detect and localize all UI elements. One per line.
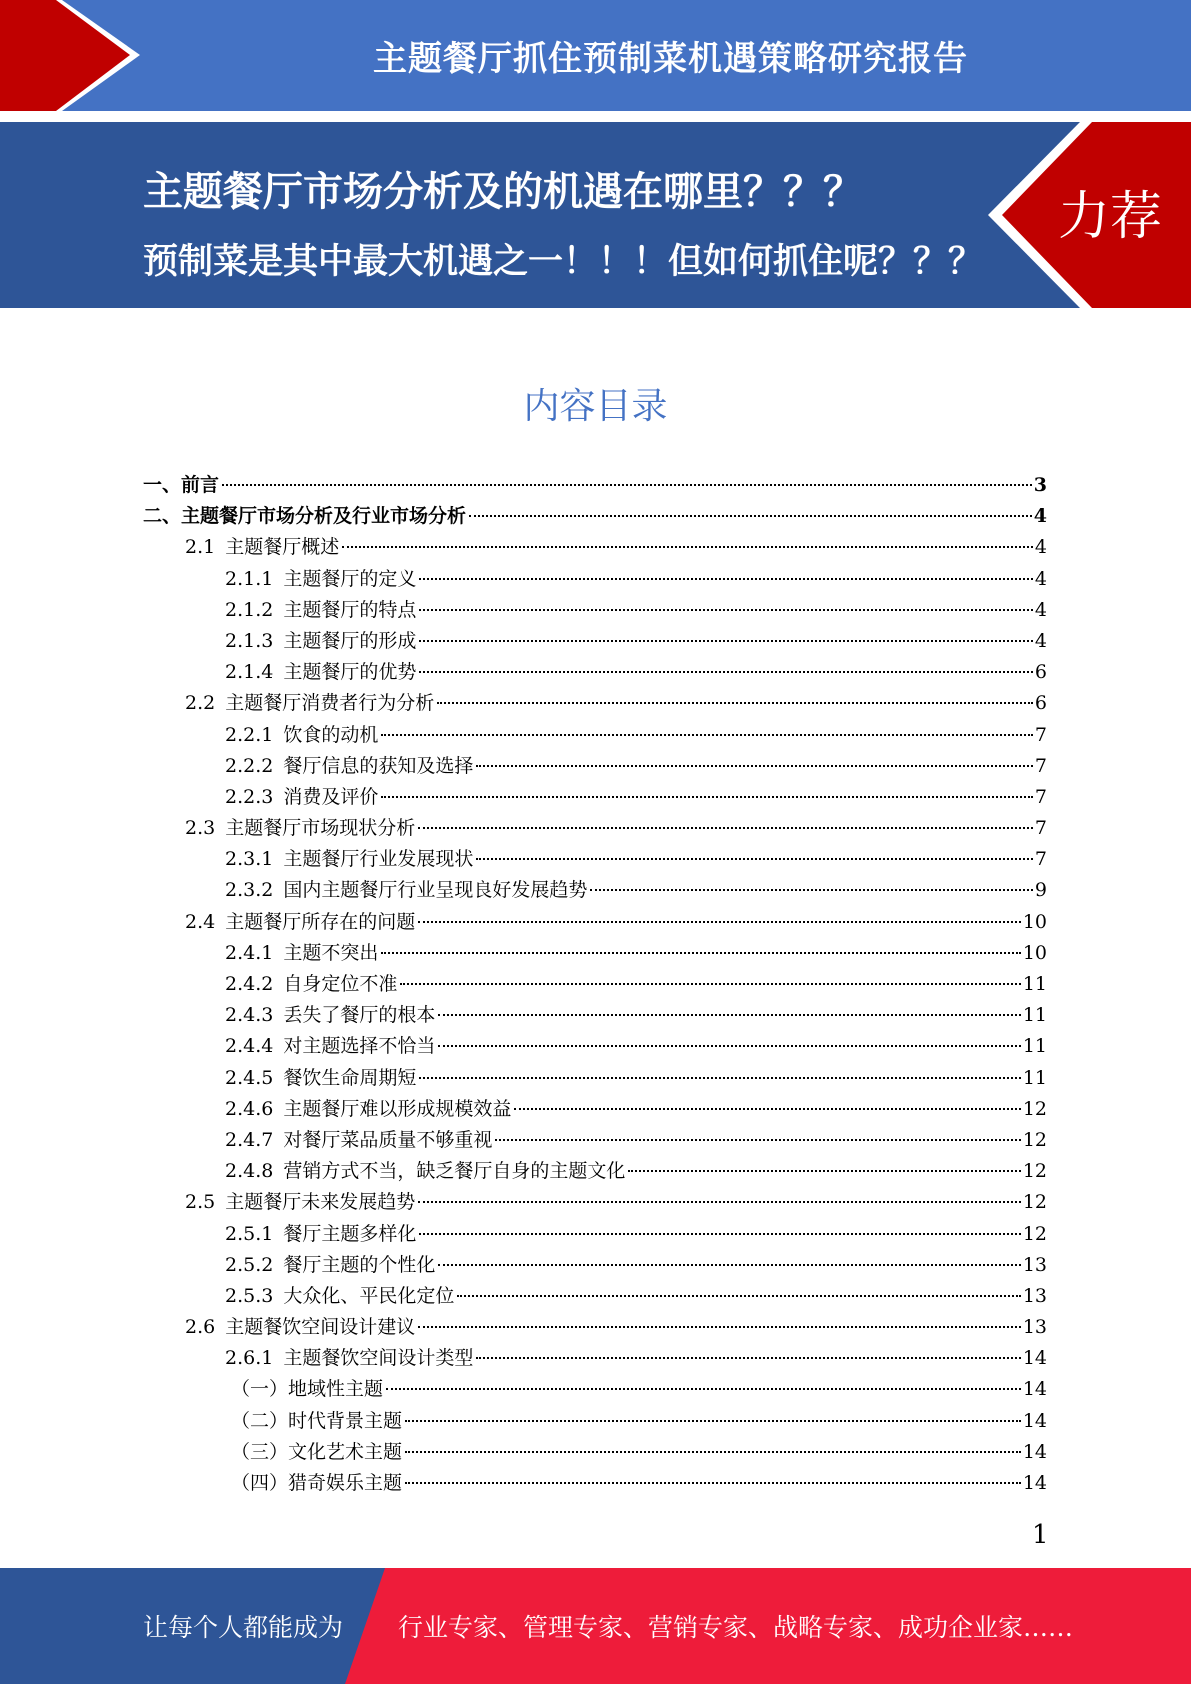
toc-leader-dots [419, 1077, 1020, 1079]
toc-entry[interactable] [143, 720, 1047, 751]
toc-page: 11 [1022, 1004, 1047, 1027]
toc-number: 2.3.2 [225, 879, 274, 902]
toc-entry[interactable] [143, 1437, 1047, 1468]
footer-banner [0, 1568, 1191, 1684]
toc-title: 自身定位不准 [283, 973, 398, 995]
toc-entry[interactable] [143, 626, 1047, 657]
recommend-badge: 力荐 [1058, 187, 1163, 247]
toc-leader-dots [419, 640, 1033, 642]
toc-leader-dots [438, 1014, 1020, 1016]
toc-title: 主题餐厅难以形成规模效益 [283, 1097, 512, 1120]
toc-page: 14 [1022, 1378, 1047, 1401]
top-banner [0, 0, 1191, 111]
toc-entry[interactable] [143, 532, 1047, 563]
toc-title: 主题餐厅的特点 [283, 598, 417, 621]
toc-number: 2.6 [185, 1316, 216, 1339]
toc-number: 2.4 [185, 910, 216, 933]
toc-title: 主题餐厅所存在的问题 [225, 910, 416, 933]
toc-leader-dots [419, 578, 1033, 580]
toc-leader-dots [405, 1451, 1021, 1453]
toc-leader-dots [457, 1295, 1020, 1297]
toc-entry[interactable] [143, 1125, 1047, 1156]
toc-leader-dots [476, 765, 1033, 767]
toc-entry[interactable] [143, 595, 1047, 626]
toc-leader-dots [381, 734, 1033, 736]
toc-page: 10 [1022, 941, 1047, 964]
toc-leader-dots [418, 921, 1021, 923]
toc-leader-dots [418, 1201, 1021, 1203]
toc-title: 主题餐饮空间设计建议 [225, 1316, 416, 1339]
toc-page: 11 [1022, 1035, 1047, 1058]
toc-title: 主题不突出 [283, 941, 379, 964]
toc-entry[interactable] [143, 938, 1047, 969]
toc-leader-dots [381, 952, 1020, 954]
toc-page: 12 [1022, 1222, 1047, 1245]
toc-number: 2.1.4 [225, 661, 274, 684]
toc-title: 对餐厅菜品质量不够重视 [283, 1128, 493, 1151]
toc-page: 7 [1034, 785, 1047, 808]
toc-number: 一、 [143, 474, 182, 496]
toc-number: 2.4.7 [225, 1128, 274, 1151]
toc-leader-dots [386, 1388, 1021, 1390]
toc-number: 2.2.1 [225, 723, 274, 746]
toc-number: 2.2.3 [225, 785, 274, 808]
toc-number: 二、 [143, 505, 182, 528]
toc-number: 2.5.2 [225, 1253, 274, 1276]
toc-title: 主题餐厅行业发展现状 [283, 848, 474, 871]
hero-banner [0, 122, 1191, 308]
toc-number: 2.4.1 [225, 941, 274, 964]
toc-entry[interactable] [143, 1250, 1047, 1281]
toc-leader-dots [419, 609, 1033, 611]
toc-entry[interactable] [143, 1063, 1047, 1094]
toc-leader-dots [437, 702, 1033, 704]
toc-page: 4 [1034, 536, 1047, 559]
toc-page: 7 [1034, 817, 1047, 840]
toc-entry[interactable] [143, 844, 1047, 875]
page-number: 1 [1032, 1520, 1049, 1550]
toc-title: （四）猎奇娱乐主题 [231, 1472, 403, 1494]
toc-page: 14 [1022, 1409, 1047, 1432]
toc-leader-dots [222, 484, 1032, 486]
toc-number: 2.4.4 [225, 1035, 274, 1058]
toc-title: （二）时代背景主题 [231, 1409, 403, 1432]
toc-leader-dots [514, 1108, 1020, 1110]
toc-leader-dots [438, 1264, 1020, 1266]
toc-number: 2.5.1 [225, 1222, 274, 1245]
toc-page: 12 [1022, 1128, 1047, 1151]
toc-number: 2.5 [185, 1191, 216, 1214]
toc-leader-dots [438, 1045, 1020, 1047]
table-of-contents [143, 470, 1047, 1499]
toc-page: 14 [1022, 1347, 1047, 1370]
toc-number: 2.2.2 [225, 754, 274, 777]
toc-entry[interactable] [143, 751, 1047, 782]
toc-leader-dots [400, 983, 1020, 985]
toc-title: 餐厅主题多样化 [283, 1222, 417, 1245]
red-chevron-decoration [0, 0, 160, 111]
toc-page: 6 [1034, 661, 1047, 684]
toc-title: 饮食的动机 [283, 723, 379, 746]
report-title: 主题餐厅抓住预制菜机遇策略研究报告 [373, 39, 968, 79]
toc-entry[interactable] [143, 1343, 1047, 1374]
toc-title: 餐厅主题的个性化 [283, 1253, 436, 1276]
toc-entry[interactable] [143, 1374, 1047, 1405]
toc-title: 国内主题餐厅行业呈现良好发展趋势 [283, 879, 588, 902]
toc-number: 2.1 [185, 536, 216, 559]
toc-number: 2.1.1 [225, 567, 274, 590]
toc-title: （三）文化艺术主题 [231, 1440, 403, 1463]
toc-number: 2.6.1 [225, 1347, 274, 1370]
toc-title: 餐厅信息的获知及选择 [283, 754, 474, 777]
toc-title: 主题餐厅的形成 [283, 629, 417, 652]
toc-entry[interactable] [143, 501, 1047, 532]
toc-page: 11 [1022, 1066, 1047, 1089]
toc-number: 2.4.3 [225, 1004, 274, 1027]
toc-title: 主题餐厅的定义 [283, 567, 417, 590]
toc-leader-dots [476, 858, 1033, 860]
toc-number: 2.1.2 [225, 598, 274, 621]
toc-title: 主题餐厅未来发展趋势 [225, 1191, 416, 1214]
toc-page: 7 [1034, 723, 1047, 746]
toc-title: 主题餐厅的优势 [283, 661, 417, 684]
toc-leader-dots [590, 889, 1033, 891]
toc-page: 13 [1022, 1253, 1047, 1276]
toc-page: 7 [1034, 754, 1047, 777]
toc-leader-dots [381, 796, 1033, 798]
toc-leader-dots [342, 546, 1033, 548]
toc-number: 2.3 [185, 817, 216, 840]
toc-entry[interactable] [143, 1031, 1047, 1062]
toc-entry[interactable] [143, 1000, 1047, 1031]
toc-page: 9 [1034, 879, 1047, 902]
toc-leader-dots [628, 1170, 1020, 1172]
toc-title: 主题餐厅消费者行为分析 [225, 692, 435, 715]
toc-entry[interactable] [143, 969, 1047, 1000]
toc-entry[interactable] [143, 1094, 1047, 1125]
toc-leader-dots [469, 515, 1032, 517]
toc-number: 2.2 [185, 692, 216, 715]
toc-leader-dots [419, 671, 1033, 673]
toc-page: 14 [1022, 1440, 1047, 1463]
toc-page: 10 [1022, 910, 1047, 933]
toc-page: 7 [1034, 848, 1047, 871]
toc-entry[interactable] [143, 782, 1047, 813]
toc-number: 2.1.3 [225, 629, 274, 652]
toc-number: 2.4.8 [225, 1160, 274, 1183]
toc-page: 6 [1034, 692, 1047, 715]
toc-title: （一）地域性主题 [231, 1378, 384, 1401]
toc-entry[interactable] [143, 1312, 1047, 1343]
toc-entry[interactable] [143, 907, 1047, 938]
toc-page: 12 [1022, 1191, 1047, 1214]
toc-entry[interactable] [143, 1219, 1047, 1250]
toc-entry[interactable] [143, 688, 1047, 719]
toc-title: 前言 [181, 474, 220, 496]
toc-leader-dots [405, 1420, 1021, 1422]
toc-page: 13 [1022, 1284, 1047, 1307]
toc-entry[interactable] [143, 1406, 1047, 1437]
footer-slogan-lead: 让每个人都能成为 [143, 1613, 344, 1642]
toc-title: 对主题选择不恰当 [283, 1035, 436, 1058]
toc-page: 14 [1022, 1472, 1047, 1494]
toc-page: 3 [1033, 474, 1047, 496]
toc-entry[interactable] [143, 470, 1047, 501]
toc-page: 12 [1022, 1097, 1047, 1120]
toc-title: 主题餐厅市场分析及行业市场分析 [181, 505, 467, 528]
toc-leader-dots [419, 1233, 1020, 1235]
toc-page: 4 [1034, 598, 1047, 621]
toc-number: 2.3.1 [225, 848, 274, 871]
toc-entry[interactable] [143, 1156, 1047, 1187]
toc-page: 12 [1022, 1160, 1047, 1183]
toc-entry[interactable] [143, 1187, 1047, 1218]
toc-leader-dots [476, 1357, 1020, 1359]
toc-number: 2.4.2 [225, 973, 274, 995]
toc-entry[interactable] [143, 813, 1047, 844]
banner-subheadline: 预制菜是其中最大机遇之一！！！但如何抓住呢？？？ [143, 242, 984, 282]
toc-title: 主题餐饮空间设计类型 [283, 1347, 474, 1370]
toc-leader-dots [405, 1482, 1021, 1484]
banner-headline: 主题餐厅市场分析及的机遇在哪里？？？ [143, 169, 863, 215]
toc-title: 主题餐厅概述 [225, 536, 340, 559]
toc-number: 2.4.5 [225, 1066, 274, 1089]
toc-page: 11 [1022, 973, 1047, 995]
toc-entry[interactable] [143, 1468, 1047, 1499]
toc-leader-dots [418, 827, 1033, 829]
toc-title: 大众化、平民化定位 [283, 1284, 455, 1307]
toc-page: 4 [1033, 505, 1047, 528]
toc-number: 2.5.3 [225, 1284, 274, 1307]
toc-page: 4 [1034, 567, 1047, 590]
toc-entry[interactable] [143, 1281, 1047, 1312]
footer-slogan-roles: 行业专家、管理专家、营销专家、战略专家、成功企业家…… [398, 1613, 1074, 1642]
toc-title: 丢失了餐厅的根本 [283, 1004, 436, 1027]
toc-page: 13 [1022, 1316, 1047, 1339]
toc-title: 主题餐厅市场现状分析 [225, 817, 416, 840]
toc-number: 2.4.6 [225, 1097, 274, 1120]
toc-page: 4 [1034, 629, 1047, 652]
toc-leader-dots [495, 1139, 1020, 1141]
toc-entry[interactable] [143, 657, 1047, 688]
toc-leader-dots [418, 1326, 1021, 1328]
toc-entry[interactable] [143, 875, 1047, 906]
toc-title: 消费及评价 [283, 785, 379, 808]
toc-title: 餐饮生命周期短 [283, 1066, 417, 1089]
toc-heading: 内容目录 [523, 386, 668, 427]
toc-entry[interactable] [143, 564, 1047, 595]
toc-title: 营销方式不当，缺乏餐厅自身的主题文化 [283, 1160, 626, 1183]
